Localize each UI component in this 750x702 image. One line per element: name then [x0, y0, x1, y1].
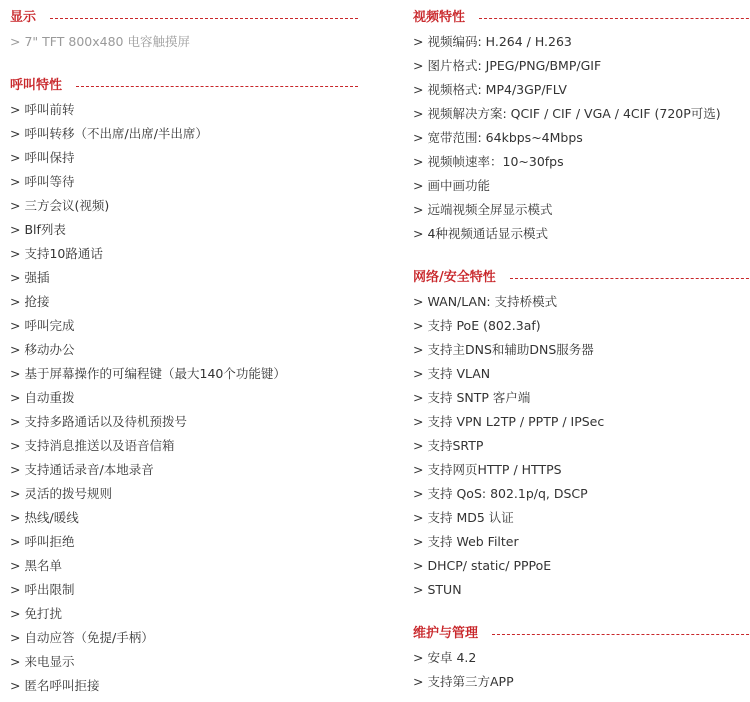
list-item	[10, 218, 358, 242]
section-title: 视频特性	[413, 10, 466, 25]
list-item	[413, 670, 750, 694]
list-item	[10, 458, 358, 482]
bullet-arrow-icon: >	[413, 34, 424, 49]
bullet-arrow-icon: >	[10, 34, 21, 49]
list-item-text: 支持通话录音/本地录音	[24, 462, 154, 477]
list-item	[10, 554, 358, 578]
list-item-text: 7" TFT 800x480 电容触摸屏	[24, 34, 190, 49]
list-item-text: 支持消息推送以及语音信箱	[24, 438, 175, 453]
bullet-arrow-icon: >	[10, 462, 21, 477]
right-column	[413, 0, 750, 694]
dashed-divider	[50, 18, 358, 19]
bullet-arrow-icon: >	[413, 674, 424, 689]
section-title: 网络/安全特性	[413, 270, 496, 285]
bullet-arrow-icon: >	[10, 366, 21, 381]
list-item-text: 呼叫保持	[24, 150, 75, 165]
bullet-arrow-icon: >	[413, 178, 424, 193]
list-item	[413, 54, 750, 78]
bullet-arrow-icon: >	[10, 654, 21, 669]
list-item-text: 呼叫拒绝	[24, 534, 75, 549]
bullet-arrow-icon: >	[413, 366, 424, 381]
bullet-arrow-icon: >	[413, 438, 424, 453]
list-item	[10, 506, 358, 530]
section-header	[10, 9, 358, 26]
list-item	[413, 578, 750, 602]
list-item-text: 呼出限制	[24, 582, 75, 597]
list-item	[10, 146, 358, 170]
list-item	[10, 410, 358, 434]
feature-list	[413, 30, 750, 246]
list-item	[413, 434, 750, 458]
bullet-arrow-icon: >	[10, 342, 21, 357]
bullet-arrow-icon: >	[10, 270, 21, 285]
bullet-arrow-icon: >	[413, 106, 424, 121]
list-item-text: 呼叫完成	[24, 318, 75, 333]
bullet-arrow-icon: >	[10, 318, 21, 333]
bullet-arrow-icon: >	[10, 510, 21, 525]
section-display	[10, 9, 358, 54]
list-item-text: 视频解决方案: QCIF / CIF / VGA / 4CIF (720P可选)	[427, 106, 721, 121]
list-item-text: DHCP/ static/ PPPoE	[427, 558, 552, 573]
list-item	[413, 530, 750, 554]
section-title: 显示	[10, 10, 37, 25]
list-item	[413, 290, 750, 314]
list-item	[10, 266, 358, 290]
bullet-arrow-icon: >	[413, 226, 424, 241]
bullet-arrow-icon: >	[10, 558, 21, 573]
list-item	[413, 126, 750, 150]
feature-list	[413, 646, 750, 694]
bullet-arrow-icon: >	[413, 154, 424, 169]
list-item	[10, 650, 358, 674]
list-item-text: 支持10路通话	[24, 246, 103, 261]
bullet-arrow-icon: >	[413, 58, 424, 73]
list-item-text: 图片格式: JPEG/PNG/BMP/GIF	[427, 58, 602, 73]
list-item-text: 视频编码: H.264 / H.263	[427, 34, 572, 49]
section-network-security	[413, 269, 750, 602]
bullet-arrow-icon: >	[10, 438, 21, 453]
bullet-arrow-icon: >	[413, 202, 424, 217]
list-item-text: 三方会议(视频)	[24, 198, 110, 213]
bullet-arrow-icon: >	[413, 486, 424, 501]
list-item-text: 4种视频通话显示模式	[427, 226, 548, 241]
list-item-text: 支持 PoE (802.3af)	[427, 318, 541, 333]
section-header	[413, 269, 750, 286]
left-column	[10, 0, 358, 698]
list-item-text: 支持多路通话以及待机预拨号	[24, 414, 187, 429]
section-header	[413, 625, 750, 642]
list-item	[10, 122, 358, 146]
list-item-text: 支持 MD5 认证	[427, 510, 514, 525]
feature-list	[10, 30, 358, 54]
list-item	[413, 482, 750, 506]
bullet-arrow-icon: >	[413, 510, 424, 525]
list-item	[10, 386, 358, 410]
list-item	[413, 78, 750, 102]
bullet-arrow-icon: >	[10, 486, 21, 501]
list-item	[413, 198, 750, 222]
list-item-text: 黑名单	[24, 558, 62, 573]
list-item	[413, 102, 750, 126]
list-item	[10, 242, 358, 266]
bullet-arrow-icon: >	[413, 318, 424, 333]
list-item	[413, 506, 750, 530]
list-item-text: 支持主DNS和辅助DNS服务器	[427, 342, 594, 357]
dashed-divider	[510, 278, 750, 279]
section-header	[10, 77, 358, 94]
list-item	[413, 150, 750, 174]
list-item	[10, 98, 358, 122]
bullet-arrow-icon: >	[10, 102, 21, 117]
bullet-arrow-icon: >	[10, 246, 21, 261]
list-item-text: 安卓 4.2	[427, 650, 477, 665]
bullet-arrow-icon: >	[10, 582, 21, 597]
list-item-text: 支持 VLAN	[427, 366, 491, 381]
bullet-arrow-icon: >	[10, 174, 21, 189]
section-title: 呼叫特性	[10, 78, 63, 93]
list-item-text: 移动办公	[24, 342, 75, 357]
list-item	[413, 362, 750, 386]
list-item	[10, 626, 358, 650]
bullet-arrow-icon: >	[413, 558, 424, 573]
list-item-text: 支持 Web Filter	[427, 534, 519, 549]
list-item-text: 支持网页HTTP / HTTPS	[427, 462, 562, 477]
bullet-arrow-icon: >	[413, 414, 424, 429]
list-item-text: 支持SRTP	[427, 438, 484, 453]
list-item-text: 热线/暖线	[24, 510, 79, 525]
dashed-divider	[479, 18, 750, 19]
dashed-divider	[76, 86, 358, 87]
list-item-text: 基于屏幕操作的可编程键（最大140个功能键）	[24, 366, 286, 381]
list-item	[10, 362, 358, 386]
section-header	[413, 9, 750, 26]
list-item-text: 呼叫前转	[24, 102, 75, 117]
bullet-arrow-icon: >	[413, 294, 424, 309]
bullet-arrow-icon: >	[10, 630, 21, 645]
list-item	[10, 674, 358, 698]
list-item	[413, 222, 750, 246]
list-item	[413, 338, 750, 362]
list-item-text: 宽带范围: 64kbps~4Mbps	[427, 130, 583, 145]
list-item-text: 来电显示	[24, 654, 75, 669]
list-item	[413, 314, 750, 338]
list-item	[10, 434, 358, 458]
bullet-arrow-icon: >	[10, 390, 21, 405]
bullet-arrow-icon: >	[10, 414, 21, 429]
bullet-arrow-icon: >	[413, 390, 424, 405]
section-maintenance	[413, 625, 750, 694]
bullet-arrow-icon: >	[10, 606, 21, 621]
list-item	[10, 170, 358, 194]
list-item	[10, 314, 358, 338]
bullet-arrow-icon: >	[413, 582, 424, 597]
list-item-text: 远端视频全屏显示模式	[427, 202, 553, 217]
list-item-text: 免打扰	[24, 606, 62, 621]
list-item-text: 自动应答（免提/手柄）	[24, 630, 154, 645]
list-item	[10, 338, 358, 362]
list-item-text: 支持 VPN L2TP / PPTP / IPSec	[427, 414, 605, 429]
list-item-text: Blf列表	[24, 222, 66, 237]
bullet-arrow-icon: >	[10, 678, 21, 693]
list-item	[413, 386, 750, 410]
list-item	[10, 482, 358, 506]
list-item-text: 支持第三方APP	[427, 674, 514, 689]
list-item-text: 视频格式: MP4/3GP/FLV	[427, 82, 567, 97]
list-item	[10, 194, 358, 218]
bullet-arrow-icon: >	[413, 130, 424, 145]
bullet-arrow-icon: >	[413, 650, 424, 665]
bullet-arrow-icon: >	[10, 534, 21, 549]
bullet-arrow-icon: >	[10, 150, 21, 165]
bullet-arrow-icon: >	[10, 222, 21, 237]
list-item	[10, 578, 358, 602]
bullet-arrow-icon: >	[10, 126, 21, 141]
list-item-text: 强插	[24, 270, 50, 285]
list-item-text: 画中画功能	[427, 178, 490, 193]
list-item	[413, 174, 750, 198]
bullet-arrow-icon: >	[413, 342, 424, 357]
bullet-arrow-icon: >	[413, 82, 424, 97]
list-item	[413, 410, 750, 434]
list-item	[10, 530, 358, 554]
feature-list	[10, 98, 358, 698]
list-item-text: 支持 SNTP 客户端	[427, 390, 531, 405]
list-item-text: 支持 QoS: 802.1p/q, DSCP	[427, 486, 588, 501]
list-item-text: 视频帧速率：10~30fps	[427, 154, 564, 169]
bullet-arrow-icon: >	[413, 534, 424, 549]
bullet-arrow-icon: >	[413, 462, 424, 477]
list-item	[10, 290, 358, 314]
list-item	[413, 30, 750, 54]
section-video-features	[413, 9, 750, 246]
list-item	[413, 646, 750, 670]
list-item	[10, 30, 358, 54]
bullet-arrow-icon: >	[10, 294, 21, 309]
list-item-text: STUN	[427, 582, 462, 597]
bullet-arrow-icon: >	[10, 198, 21, 213]
list-item-text: 匿名呼叫拒接	[24, 678, 100, 693]
list-item-text: 自动重拨	[24, 390, 75, 405]
list-item-text: 呼叫等待	[24, 174, 75, 189]
section-title: 维护与管理	[413, 626, 479, 641]
dashed-divider	[492, 634, 750, 635]
list-item-text: 灵活的拨号规则	[24, 486, 112, 501]
list-item-text: WAN/LAN: 支持桥模式	[427, 294, 558, 309]
list-item	[10, 602, 358, 626]
feature-list	[413, 290, 750, 602]
list-item-text: 呼叫转移（不出席/出席/半出席）	[24, 126, 208, 141]
list-item	[413, 554, 750, 578]
list-item	[413, 458, 750, 482]
section-call-features	[10, 77, 358, 698]
list-item-text: 抢接	[24, 294, 50, 309]
